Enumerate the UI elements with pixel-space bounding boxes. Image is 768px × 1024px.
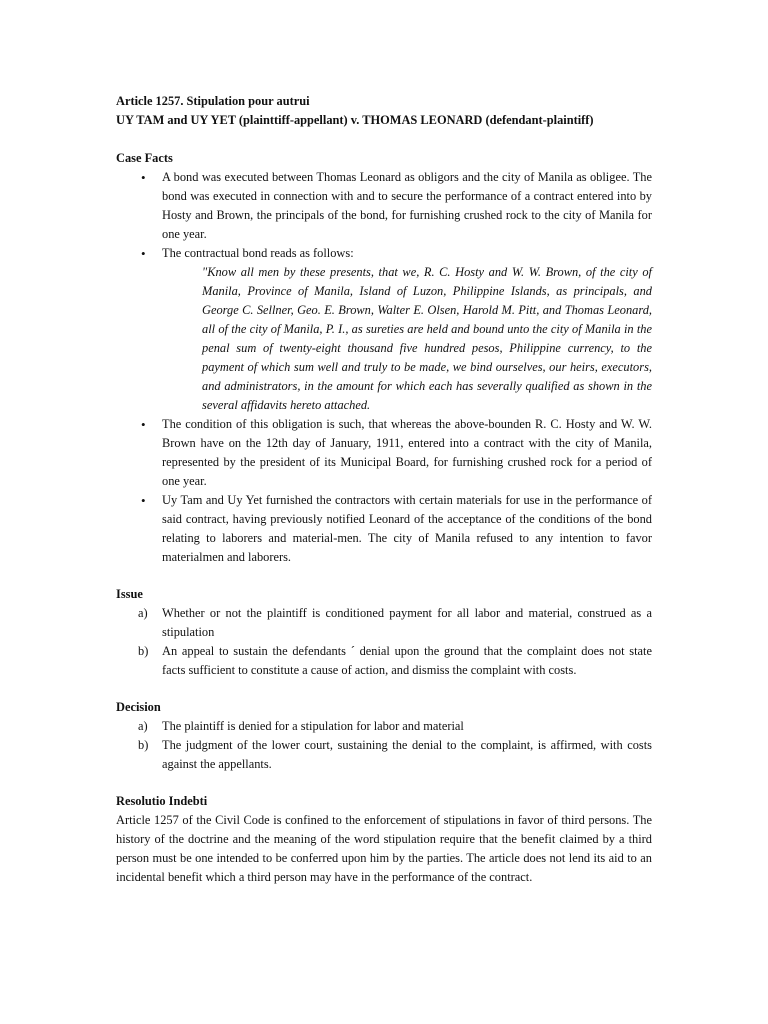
resolutio-heading: Resolutio Indebti	[116, 794, 208, 808]
decision-list	[116, 717, 652, 774]
decision-heading: Decision	[116, 700, 161, 714]
case-fact-bullet-4: • Uy Tam and Uy Yet furnished the contractors with certain materials for use in the performance of said contract, having previously notified Leonard of the acceptance of the conditions of the bond relating to laborers and material-men. The city of Manila refused to any intention to favor materialmen and laborers.	[116, 491, 652, 567]
case-facts-heading: Case Facts	[116, 151, 173, 165]
decision-item-b-text: The judgment of the lower court, sustaining the denial to the complaint, is affirmed, with costs against the appellants.	[162, 738, 652, 771]
case-fact-bullet-1: • A bond was executed between Thomas Leonard as obligors and the city of Manila as obligee. The bond was executed in connection with and to secure the performance of a contract entered into by Hosty and Brown, the principals of the bond, for furnishing crushed rock to the city of Manila for one year.	[116, 168, 652, 244]
case-fact-bullet-3: • The condition of this obligation is such, that whereas the above-bounden R. C. Hosty and W. W. Brown have on the 12th day of January, 1911, entered into a contract with the city of Manila, represented by the president of its Municipal Board, for furnishing crushed rock for a period of one year.	[116, 415, 652, 491]
article-title: Article 1257. Stipulation pour autrui	[116, 94, 310, 108]
issue-item-b-marker: b)	[138, 644, 149, 658]
issue-item-a	[116, 604, 652, 642]
decision-item-a	[116, 717, 652, 736]
resolutio-text: Article 1257 of the Civil Code is confined to the enforcement of stipulations in favor of third persons. The history of the doctrine and the meaning of the word stipulation require that the benefit claimed by a third person must be one intended to be conferred upon him by the parties. The article does not lend its aid to an incidental benefit which a third person may have in the performance of the contract.	[116, 813, 652, 884]
issue-heading: Issue	[116, 587, 143, 601]
issue-item-a-text: Whether or not the plaintiff is conditioned payment for all labor and material, construed as a stipulation	[162, 606, 652, 639]
decision-item-a-text: The plaintiff is denied for a stipulation for labor and material	[162, 719, 464, 733]
issue-item-b	[116, 642, 652, 680]
bond-quote: "Know all men by these presents, that we, R. C. Hosty and W. W. Brown, of the city of Manila, Province of Manila, Island of Luzon, Philippine Islands, as principals, and George C. Sellner, Geo. E. Brown, Walter E. Olsen, Harold M. Pitt, and Thomas Leonard, all of the city of Manila, P. I., as sureties are held and bound unto the city of Manila in the penal sum of twenty-eight thousand five hundred pesos, Philippine currency, to the payment of which sum well and truly to be made, we bind ourselves, our heirs, executors, and administrators, in the amount for which each has severally qualified as shown in the several affidavits hereto attached.	[202, 265, 652, 412]
issue-item-a-marker: a)	[138, 606, 148, 620]
case-fact-bullet-2	[116, 244, 652, 415]
decision-item-a-marker: a)	[138, 719, 148, 733]
case-facts-list	[116, 168, 652, 567]
decision-item-b	[116, 736, 652, 774]
issue-list	[116, 604, 652, 680]
issue-item-b-text: An appeal to sustain the defendants ´ denial upon the ground that the complaint does not state facts sufficient to constitute a cause of action, and dismiss the complaint with costs.	[162, 644, 652, 677]
decision-item-b-marker: b)	[138, 738, 149, 752]
case-fact-bullet-2-text: The contractual bond reads as follows:	[162, 246, 354, 260]
case-title: UY TAM and UY YET (plainttiff-appellant) v. THOMAS LEONARD (defendant-plaintiff)	[116, 113, 594, 127]
